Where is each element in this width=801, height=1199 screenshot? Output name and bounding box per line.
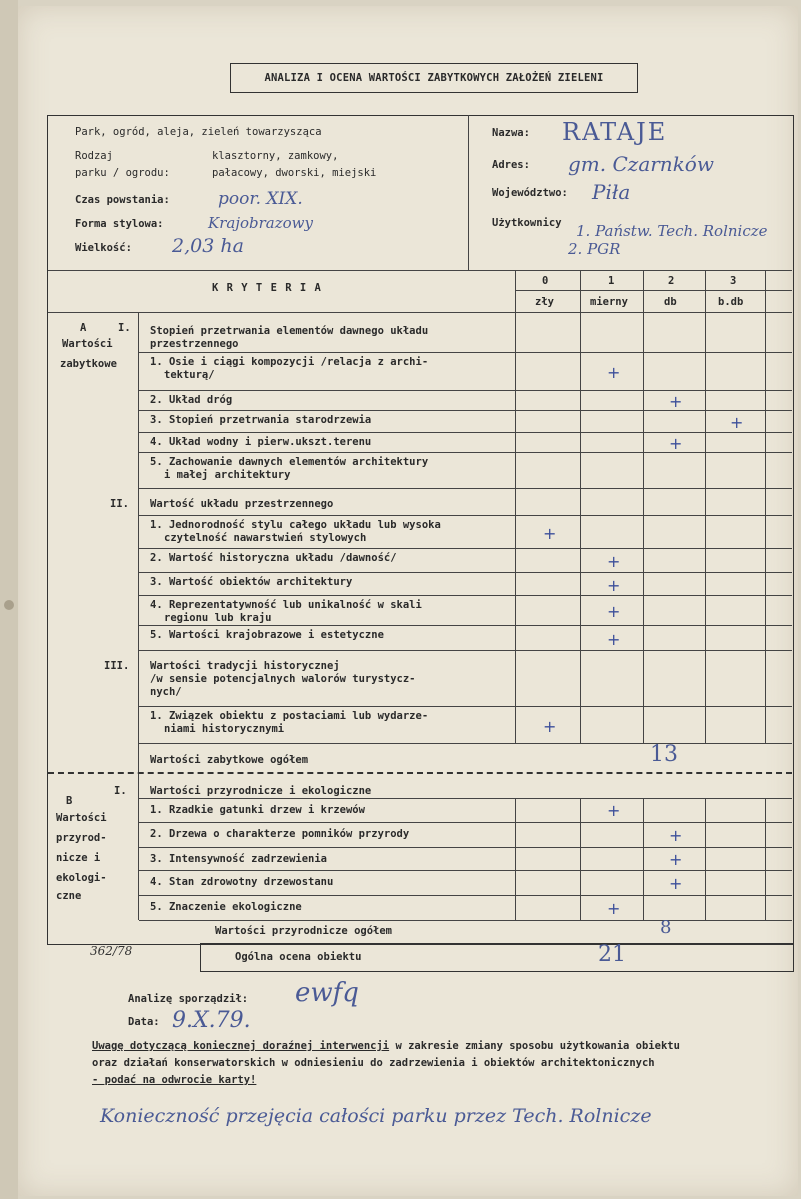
scale-0-label: zły bbox=[535, 296, 554, 308]
total-a-value: 13 bbox=[650, 742, 678, 767]
overall-value: 21 bbox=[598, 942, 626, 967]
analiza-label: Analizę sporządził: bbox=[128, 993, 249, 1005]
total-b-value: 8 bbox=[660, 917, 672, 938]
group-divider bbox=[139, 650, 792, 651]
overall-label: Ogólna ocena obiektu bbox=[235, 951, 362, 963]
czas-label: Czas powstania: bbox=[75, 194, 170, 206]
uzytkownicy-value-1: 1. Państw. Tech. Rolnicze bbox=[576, 222, 768, 240]
criterion-label-cont: niami historycznymi bbox=[164, 723, 285, 735]
scale-3-label: b.db bbox=[718, 296, 744, 308]
parku-ogrodu-label: parku / ogrodu: bbox=[75, 167, 170, 179]
nazwa-value: RATAJE bbox=[562, 118, 668, 146]
uwaga-line-3: - podać na odwrocie karty! bbox=[92, 1074, 257, 1086]
uwaga-line-2: oraz działań konserwatorskich w odniesieniu do zadrzewienia i obiektów architektonicznych bbox=[92, 1057, 655, 1069]
row-divider bbox=[139, 410, 792, 411]
page-edge bbox=[0, 0, 18, 1199]
criterion-label: 1. Jednorodność stylu całego układu lub wysoka bbox=[150, 519, 441, 531]
criterion-label: 4. Reprezentatywność lub unikalność w skali bbox=[150, 599, 422, 611]
criterion-label: 3. Wartość obiektów architektury bbox=[150, 576, 353, 588]
section-b-name-4: ekologi- bbox=[56, 872, 107, 884]
section-a-name-2: zabytkowe bbox=[60, 358, 117, 370]
criterion-label: 2. Wartość historyczna układu /dawność/ bbox=[150, 552, 397, 564]
forma-value: Krajobrazowy bbox=[208, 214, 313, 232]
score-mark: + bbox=[669, 825, 683, 845]
section-a-roman-1: I. bbox=[118, 322, 131, 334]
scale-3-num: 3 bbox=[730, 275, 737, 287]
wielkosc-label: Wielkość: bbox=[75, 242, 132, 254]
section-a-name-1: Wartości bbox=[62, 338, 113, 350]
wielkosc-value: 2,03 ha bbox=[172, 235, 244, 257]
scale-1-label: mierny bbox=[590, 296, 628, 308]
group-divider bbox=[139, 488, 792, 489]
group-2-title: Wartość układu przestrzennego bbox=[150, 498, 334, 510]
row-divider bbox=[139, 625, 792, 626]
section-a-roman-3: III. bbox=[104, 660, 130, 672]
total-b-label: Wartości przyrodnicze ogółem bbox=[215, 925, 393, 937]
group-divider bbox=[139, 798, 792, 799]
criterion-label: 2. Drzewa o charakterze pomników przyrody bbox=[150, 828, 410, 840]
group-3-title-2: /w sensie potencjalnych walorów turystycz- bbox=[150, 673, 416, 685]
forma-label: Forma stylowa: bbox=[75, 218, 164, 230]
score-mark: + bbox=[669, 392, 683, 411]
score-mark: + bbox=[607, 602, 621, 621]
punch-hole bbox=[4, 600, 14, 610]
adres-label: Adres: bbox=[492, 159, 530, 171]
section-b-name-1: Wartości bbox=[56, 812, 107, 824]
criterion-label: 3. Stopień przetrwania starodrzewia bbox=[150, 414, 372, 426]
group-3-title-1: Wartości tradycji historycznej bbox=[150, 660, 340, 672]
criterion-label: 1. Rzadkie gatunki drzew i krzewów bbox=[150, 804, 365, 816]
section-a-roman-2: II. bbox=[110, 498, 129, 510]
criterion-label: 4. Układ wodny i pierw.ukszt.terenu bbox=[150, 436, 372, 448]
group-1-title-2: przestrzennego bbox=[150, 338, 239, 350]
row-divider bbox=[139, 390, 792, 391]
section-a-letter: A bbox=[80, 322, 87, 334]
scale-2-num: 2 bbox=[668, 275, 675, 287]
uwaga-line-1: Uwagę dotyczącą koniecznej doraźnej interwencji w zakresie zmiany sposobu użytkowania obiektu bbox=[92, 1040, 680, 1052]
section-b-name-5: czne bbox=[56, 890, 82, 902]
section-b-name-3: nicze i bbox=[56, 852, 101, 864]
row-divider bbox=[139, 548, 792, 549]
object-type-line: Park, ogród, aleja, zieleń towarzysząca bbox=[75, 126, 322, 138]
score-mark: + bbox=[607, 552, 621, 571]
uzytkownicy-label: Użytkownicy bbox=[492, 217, 562, 229]
score-mark: + bbox=[669, 434, 683, 453]
scale-0-num: 0 bbox=[542, 275, 549, 287]
uzytkownicy-value-2: 2. PGR bbox=[568, 240, 621, 258]
criterion-label: 1. Związek obiektu z postaciami lub wydarze- bbox=[150, 710, 429, 722]
score-mark: + bbox=[669, 849, 683, 869]
analiza-signature: ewfq bbox=[295, 978, 359, 1008]
criterion-label: 5. Znaczenie ekologiczne bbox=[150, 901, 302, 913]
kryteria-header: K R Y T E R I A bbox=[212, 282, 322, 294]
criterion-label: 1. Osie i ciągi kompozycji /relacja z archi- bbox=[150, 356, 429, 368]
criterion-label: 4. Stan zdrowotny drzewostanu bbox=[150, 876, 334, 888]
rodzaj-options-1: klasztorny, zamkowy, bbox=[212, 150, 339, 162]
czas-value: poor. XIX. bbox=[218, 189, 303, 209]
score-mark: + bbox=[669, 873, 683, 893]
score-mark: + bbox=[607, 801, 621, 820]
wojewodztwo-value: Piła bbox=[592, 180, 631, 204]
criterion-label-cont: i małej architektury bbox=[164, 469, 291, 481]
nazwa-label: Nazwa: bbox=[492, 127, 530, 139]
section-b-letter: B bbox=[66, 795, 73, 807]
adres-value: gm. Czarnków bbox=[568, 152, 714, 176]
form-title: ANALIZA I OCENA WARTOŚCI ZABYTKOWYCH ZAŁOŻEŃ ZIELENI bbox=[230, 63, 638, 93]
group-3-title-3: nych/ bbox=[150, 686, 182, 698]
score-mark: + bbox=[607, 629, 621, 649]
data-value: 9.X.79. bbox=[172, 1008, 251, 1033]
row-divider bbox=[139, 870, 792, 871]
scale-1-num: 1 bbox=[608, 275, 615, 287]
score-mark: + bbox=[543, 523, 557, 543]
scale-2-label: db bbox=[664, 296, 677, 308]
row-divider bbox=[139, 847, 792, 848]
criterion-label: 5. Wartości krajobrazowe i estetyczne bbox=[150, 629, 384, 641]
row-divider bbox=[139, 822, 792, 823]
section-b-name-2: przyrod- bbox=[56, 832, 107, 844]
criterion-label-cont: czytelność nawarstwień stylowych bbox=[164, 532, 367, 544]
group-divider bbox=[139, 706, 792, 707]
group-divider bbox=[139, 515, 792, 516]
score-mark: + bbox=[543, 716, 557, 736]
row-divider bbox=[139, 595, 792, 596]
wojewodztwo-label: Województwo: bbox=[492, 187, 568, 199]
row-divider bbox=[139, 432, 792, 433]
rodzaj-options-2: pałacowy, dworski, miejski bbox=[212, 167, 377, 179]
total-a-label: Wartości zabytkowe ogółem bbox=[150, 754, 309, 766]
data-label: Data: bbox=[128, 1016, 160, 1028]
score-mark: + bbox=[607, 575, 621, 595]
section-divider bbox=[48, 772, 792, 774]
rodzaj-label: Rodzaj bbox=[75, 150, 113, 162]
handwritten-note: Konieczność przejęcia całości parku przez Tech. Rolnicze bbox=[100, 1105, 652, 1127]
criterion-label: 5. Zachowanie dawnych elementów architektury bbox=[150, 456, 429, 468]
row-divider bbox=[139, 572, 792, 573]
criterion-label-cont: regionu lub kraju bbox=[164, 612, 272, 624]
row-divider bbox=[139, 895, 792, 896]
score-mark: + bbox=[730, 413, 744, 432]
row-divider bbox=[139, 452, 792, 453]
criterion-label: 2. Układ dróg bbox=[150, 394, 233, 406]
score-mark: + bbox=[607, 898, 621, 918]
criterion-label-cont: tekturą/ bbox=[164, 369, 215, 381]
section-b-title: Wartości przyrodnicze i ekologiczne bbox=[150, 785, 372, 797]
group-1-title-1: Stopień przetrwania elementów dawnego układu bbox=[150, 325, 429, 337]
archive-number: 362/78 bbox=[90, 944, 133, 958]
section-b-roman: I. bbox=[114, 785, 127, 797]
criterion-label: 3. Intensywność zadrzewienia bbox=[150, 853, 328, 865]
score-mark: + bbox=[607, 363, 621, 382]
